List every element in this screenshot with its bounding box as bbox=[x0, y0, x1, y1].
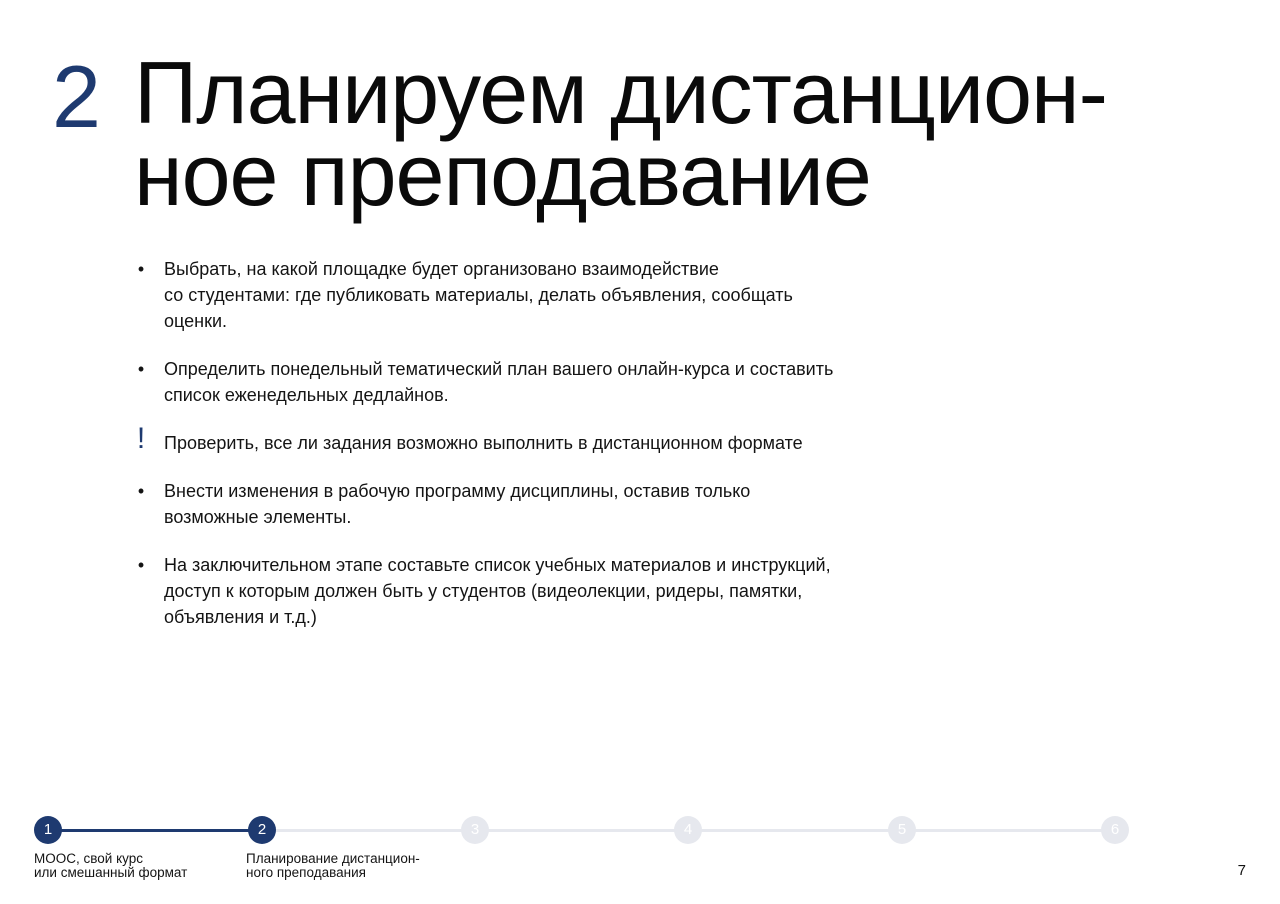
list-item-text: объявления и т.д.) bbox=[164, 607, 317, 627]
step-label-line: ного преподавания bbox=[246, 865, 366, 880]
bullet-icon: • bbox=[137, 259, 145, 279]
list-item-text: список еженедельных дедлайнов. bbox=[164, 385, 449, 405]
step-5[interactable]: 5 bbox=[888, 816, 916, 844]
step-6[interactable]: 6 bbox=[1101, 816, 1129, 844]
bullet-icon: • bbox=[137, 555, 145, 575]
step-1-label bbox=[34, 852, 187, 880]
page-title bbox=[134, 43, 1134, 224]
list-item bbox=[134, 552, 954, 630]
list-item-text: со студентами: где публиковать материалы, делать объявления, сообщать bbox=[164, 285, 793, 305]
section-number: 2 bbox=[52, 47, 101, 146]
list-item-text: оценки. bbox=[164, 311, 227, 331]
exclamation-icon: ! bbox=[136, 422, 146, 455]
step-label-line: Планирование дистанцион- bbox=[246, 851, 420, 866]
list-item-text: доступ к которым должен быть у студентов (видеолекции, ридеры, памятки, bbox=[164, 581, 803, 601]
title-line: ное преподавание bbox=[134, 125, 871, 224]
list-item bbox=[134, 478, 954, 530]
list-item-text: На заключительном этапе составьте список учебных материалов и инструкций, bbox=[164, 555, 831, 575]
list-item bbox=[134, 356, 954, 408]
list-item bbox=[134, 422, 954, 456]
step-3[interactable]: 3 bbox=[461, 816, 489, 844]
step-label-line: или смешанный формат bbox=[34, 865, 188, 880]
list-item-text: возможные элементы. bbox=[164, 507, 352, 527]
list-item-text: Внести изменения в рабочую программу дисциплины, оставив только bbox=[164, 481, 751, 501]
progress-track-completed bbox=[48, 829, 262, 832]
page-number: 7 bbox=[1237, 862, 1246, 879]
title-line: Планируем дистанцион- bbox=[134, 43, 1107, 142]
bullet-list bbox=[134, 256, 954, 630]
list-item-text: Выбрать, на какой площадке будет организовано взаимодействие bbox=[164, 259, 719, 279]
step-4[interactable]: 4 bbox=[674, 816, 702, 844]
bullet-icon: • bbox=[137, 359, 145, 379]
step-1[interactable]: 1 bbox=[34, 816, 62, 844]
list-item bbox=[134, 256, 954, 334]
list-item-text: Проверить, все ли задания возможно выполнить в дистанционном формате bbox=[164, 433, 803, 453]
progress-stepper bbox=[34, 816, 1144, 886]
step-label-line: MOOC, свой курс bbox=[34, 851, 143, 866]
step-2-label bbox=[246, 852, 420, 880]
list-item-text: Определить понедельный тематический план вашего онлайн-курса и составить bbox=[164, 359, 834, 379]
bullet-icon: • bbox=[137, 481, 145, 501]
step-2[interactable]: 2 bbox=[248, 816, 276, 844]
